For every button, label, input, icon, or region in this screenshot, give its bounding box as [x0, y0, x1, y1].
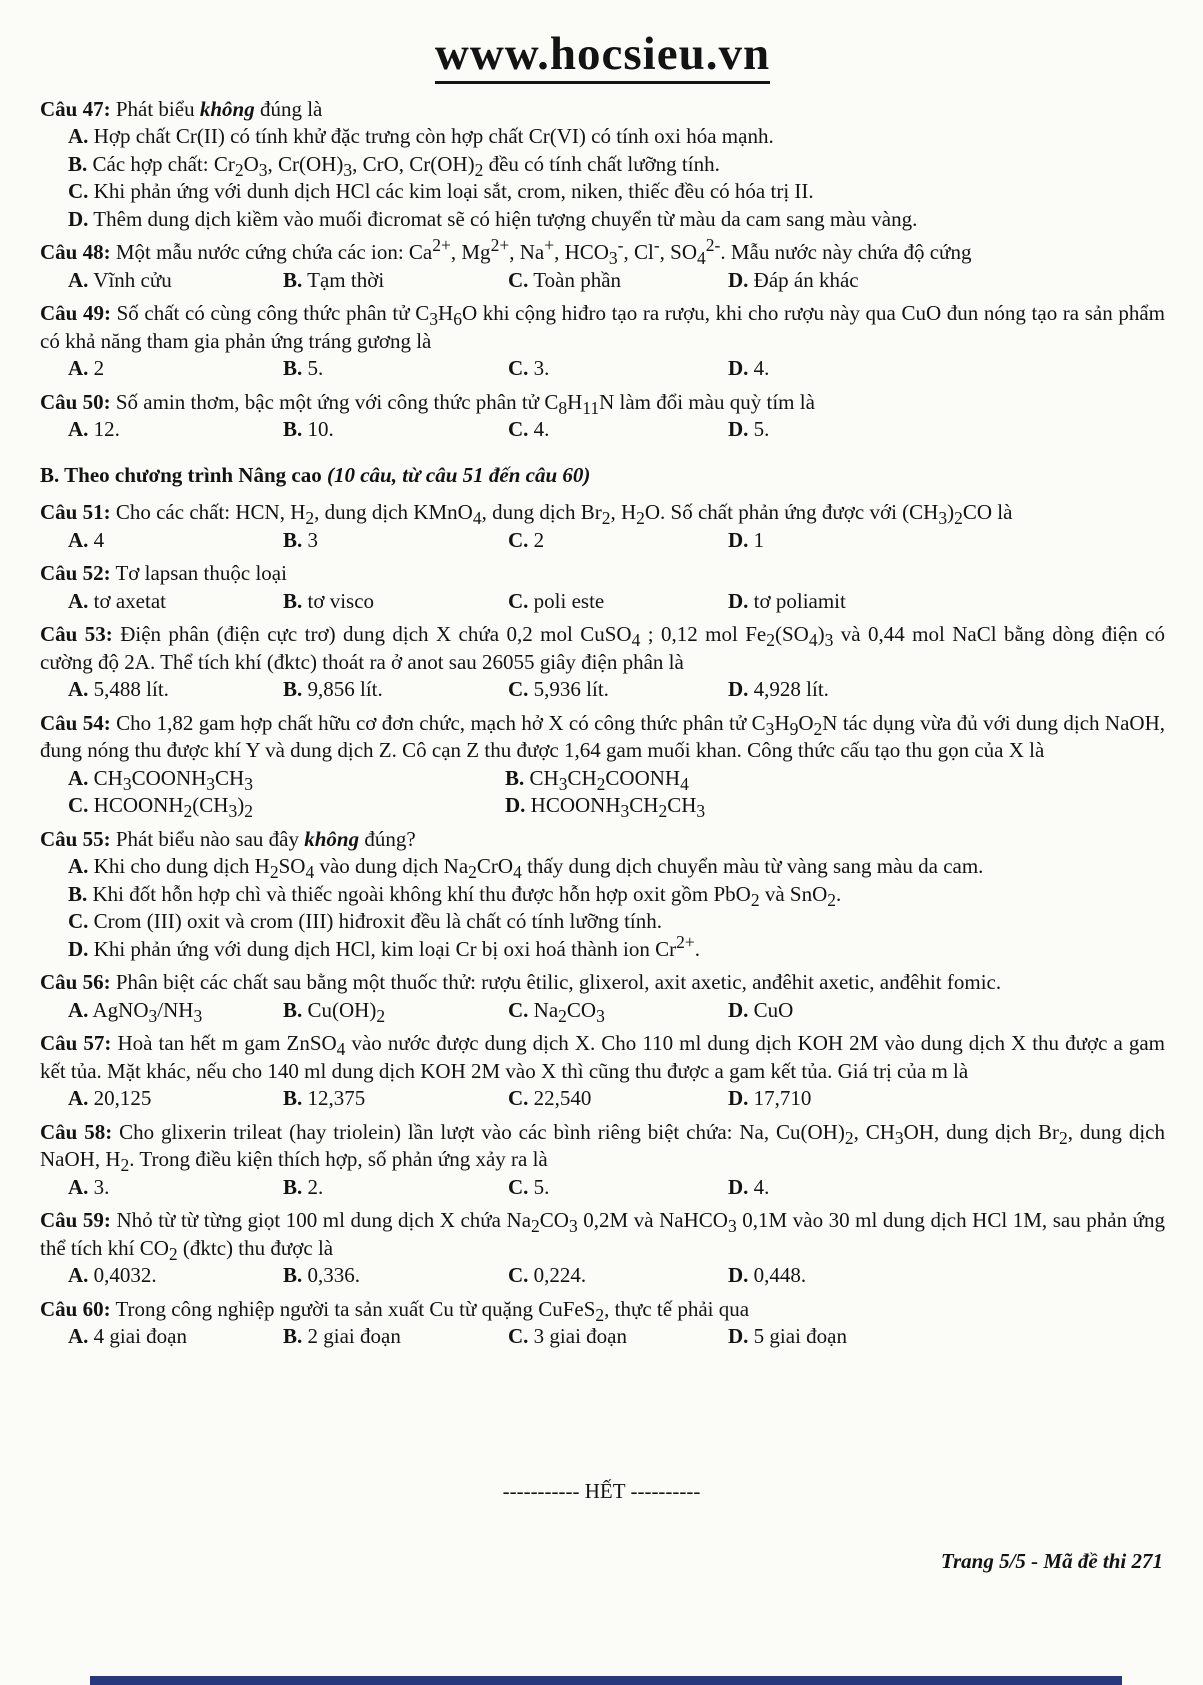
- question-text: [40, 389, 1165, 417]
- option-C: [68, 178, 1165, 206]
- option-A: [68, 527, 283, 555]
- scan-artifact-bar: [90, 1676, 1122, 1685]
- exam-body: [40, 96, 1165, 1351]
- option-D: [68, 206, 1165, 234]
- option-label: A.: [68, 588, 89, 613]
- option-label: D.: [728, 677, 749, 702]
- question-label: Câu 52:: [40, 561, 111, 586]
- question-label: Câu 55:: [40, 826, 111, 851]
- option-A: [68, 765, 505, 793]
- option-label: A.: [68, 854, 89, 879]
- option-text: 0,224.: [533, 1263, 587, 1288]
- option-B: [283, 527, 508, 555]
- option-A: [68, 1174, 283, 1202]
- option-text: $CH_3COONH_3CH_3$: [93, 765, 253, 794]
- option-label: D.: [728, 527, 749, 552]
- option-C: [508, 1323, 728, 1351]
- option-D: [505, 792, 1165, 820]
- question-label: Câu 56:: [40, 970, 111, 995]
- option-label: C.: [508, 267, 529, 292]
- options: [68, 416, 1165, 444]
- question-text: [40, 300, 1165, 355]
- question-text: [40, 235, 1165, 269]
- options: [68, 1174, 1165, 1202]
- option-text: 2 giai đoạn: [307, 1324, 401, 1349]
- option-label: A.: [68, 765, 89, 790]
- question-48: [40, 235, 1165, 294]
- option-text: 4: [93, 527, 105, 552]
- option-C: [508, 267, 728, 295]
- options: [68, 676, 1165, 704]
- option-A: [68, 853, 1165, 881]
- option-text: 10.: [307, 417, 334, 442]
- option-label: A.: [68, 356, 89, 381]
- question-body-text: Cho các chất: HCN, $H_2$, dung dịch KMnO$_4$, dung dịch $Br_2$, $H_2O$. Số chất phản ứng được với $(CH_3)_2CO$ là: [115, 500, 1013, 529]
- question-58: [40, 1119, 1165, 1202]
- option-B: [283, 267, 508, 295]
- end-of-exam-text: ----------- HẾT ----------: [502, 1479, 701, 1503]
- question-label: Câu 48:: [40, 240, 111, 265]
- option-text: 5.: [753, 417, 770, 442]
- option-label: A.: [68, 1174, 89, 1199]
- option-text: Các hợp chất: $Cr_2O_3$, $Cr(OH)_3$, CrO, $Cr(OH)_2$ đều có tính chất lưỡng tính.: [92, 151, 720, 180]
- option-A: [68, 676, 283, 704]
- question-text: [40, 1207, 1165, 1262]
- question-55: [40, 826, 1165, 964]
- option-C: [508, 1174, 728, 1202]
- option-label: B.: [283, 1086, 303, 1111]
- option-text: 2: [93, 356, 105, 381]
- option-text: Thêm dung dịch kiềm vào muối đicromat sẽ có hiện tượng chuyển từ màu da cam sang màu vàng.: [93, 206, 918, 231]
- section-header: B. Theo chương trình Nâng cao (10 câu, từ câu 51 đến câu 60): [40, 462, 591, 487]
- option-text: Khi phản ứng với dung dịch HCl, kim loại Cr bị oxi hoá thành ion $Cr^{2+}$.: [93, 931, 700, 961]
- question-53: [40, 621, 1165, 704]
- option-label: C.: [508, 1174, 529, 1199]
- option-A: [68, 1085, 283, 1113]
- option-C: [508, 1262, 728, 1290]
- options: [68, 355, 1165, 383]
- question-label: Câu 58:: [40, 1119, 113, 1144]
- option-text: $Cu(OH)_2$: [307, 997, 386, 1026]
- option-label: D.: [68, 936, 89, 961]
- question-label: Câu 49:: [40, 301, 111, 326]
- option-label: A.: [68, 1324, 89, 1349]
- option-text: 3.: [533, 356, 550, 381]
- option-C: [508, 1085, 728, 1113]
- question-text: [40, 621, 1165, 676]
- option-B: [283, 1323, 508, 1351]
- option-A: [68, 1323, 283, 1351]
- option-text: 5,488 lít.: [93, 677, 169, 702]
- option-label: A.: [68, 997, 89, 1022]
- question-text: [40, 969, 1165, 997]
- option-label: C.: [508, 588, 529, 613]
- option-B: [283, 588, 508, 616]
- question-label: Câu 50:: [40, 389, 111, 414]
- option-text: 5,936 lít.: [533, 677, 609, 702]
- option-text: Crom (III) oxit và crom (III) hiđroxit đều là chất có tính lưỡng tính.: [93, 909, 663, 934]
- option-label: B.: [283, 1174, 303, 1199]
- question-text: [40, 560, 1165, 588]
- question-body-text: Số amin thơm, bậc một ứng với công thức phân tử $C_8H_{11}N$ làm đổi màu quỳ tím là: [115, 389, 815, 418]
- option-A: [68, 416, 283, 444]
- option-text: 1: [753, 527, 765, 552]
- site-title: [40, 24, 1165, 86]
- option-text: 17,710: [753, 1086, 812, 1111]
- option-text: $AgNO_3/NH_3$: [92, 997, 203, 1026]
- option-label: D.: [505, 793, 526, 818]
- question-text: [40, 1119, 1165, 1174]
- question-54: [40, 710, 1165, 820]
- option-text: Đáp án khác: [753, 267, 859, 292]
- question-text: [40, 1296, 1165, 1324]
- option-label: D.: [728, 1174, 749, 1199]
- option-text: 0,448.: [753, 1263, 807, 1288]
- option-label: C.: [508, 527, 529, 552]
- option-D: [728, 1085, 1165, 1113]
- option-label: B.: [283, 1324, 303, 1349]
- options: [68, 1323, 1165, 1351]
- option-D: [728, 267, 1165, 295]
- page-indicator: Trang 5/5 - Mã đề thi 271: [940, 1549, 1163, 1573]
- option-label: A.: [68, 677, 89, 702]
- option-label: C.: [68, 179, 89, 204]
- options: [68, 588, 1165, 616]
- question-body-text: Cho glixerin trileat (hay triolein) lần lượt vào các bình riêng biệt chứa: Na, $Cu(OH)_2$, $CH_3OH$, dung dịch $Br_2$, dung dịch NaOH, $H_2$. Trong điều kiện thích hợp, số phản ứng xảy ra là: [40, 1119, 1165, 1176]
- option-text: Khi cho dung dịch $H_2SO_4$ vào dung dịch $Na_2CrO_4$ thấy dung dịch chuyển màu từ vàng sang màu da cam.: [93, 854, 984, 883]
- question-body-text: Phát biểu không đúng là: [115, 96, 323, 121]
- option-B: [283, 997, 508, 1025]
- option-label: D.: [728, 1324, 749, 1349]
- option-text: 22,540: [533, 1086, 592, 1111]
- question-body-text: Hoà tan hết m gam ZnSO$_4$ vào nước được dung dịch X. Cho 110 ml dung dịch KOH 2M vào dung dịch X thu được a gam kết tủa. Mặt khác, nếu cho 140 ml dung dịch KOH 2M vào X thì cũng thu được a gam kết tủa. Giá trị của m là: [40, 1031, 1165, 1083]
- question-body-text: Phân biệt các chất sau bằng một thuốc thử: rượu êtilic, glixerol, axit axetic, anđêhit axetic, anđêhit fomic.: [115, 970, 1002, 995]
- option-A: [68, 997, 283, 1025]
- option-text: 5 giai đoạn: [753, 1324, 847, 1349]
- question-59: [40, 1207, 1165, 1290]
- option-text: 5.: [307, 356, 324, 381]
- option-label: C.: [508, 356, 529, 381]
- option-label: A.: [68, 1086, 89, 1111]
- option-label: A.: [68, 124, 89, 149]
- options: [68, 1262, 1165, 1290]
- option-A: [68, 267, 283, 295]
- option-text: 4.: [753, 356, 770, 381]
- option-text: 4 giai đoạn: [93, 1324, 187, 1349]
- option-D: [728, 527, 1165, 555]
- option-C: [508, 416, 728, 444]
- question-label: Câu 47:: [40, 96, 111, 121]
- option-A: [68, 588, 283, 616]
- option-label: D.: [68, 206, 89, 231]
- option-label: B.: [68, 151, 88, 176]
- option-D: [728, 355, 1165, 383]
- option-A: [68, 355, 283, 383]
- options: [68, 1085, 1165, 1113]
- option-label: B.: [283, 997, 303, 1022]
- option-D: [728, 416, 1165, 444]
- option-label: C.: [508, 1086, 529, 1111]
- question-label: Câu 60:: [40, 1296, 111, 1321]
- option-C: [508, 355, 728, 383]
- option-label: D.: [728, 1263, 749, 1288]
- option-text: 9,856 lít.: [307, 677, 383, 702]
- option-B: [283, 416, 508, 444]
- question-body-text: Tơ lapsan thuộc loại: [115, 561, 287, 586]
- option-A: [68, 123, 1165, 151]
- options: [68, 765, 1165, 820]
- option-label: D.: [728, 267, 749, 292]
- option-D: [728, 1323, 1165, 1351]
- option-text: 2: [533, 527, 545, 552]
- option-text: Toàn phần: [533, 267, 622, 292]
- option-D: [68, 931, 1165, 964]
- option-label: A.: [68, 267, 89, 292]
- option-text: Khi đốt hỗn hợp chì và thiếc ngoài không khí thu được hỗn hợp oxit gồm PbO$_2$ và SnO$_2$.: [92, 881, 842, 910]
- option-label: B.: [283, 417, 303, 442]
- question-label: Câu 57:: [40, 1031, 112, 1056]
- option-text: tơ axetat: [93, 588, 166, 613]
- option-text: 3: [307, 527, 319, 552]
- question-47: [40, 96, 1165, 234]
- option-label: B.: [283, 356, 303, 381]
- option-text: 12.: [93, 417, 120, 442]
- option-text: $HCOONH_2(CH_3)_2$: [93, 793, 253, 822]
- option-B: [505, 765, 1165, 793]
- question-body-text: Một mẫu nước cứng chứa các ion: $Ca^{2+}$, $Mg^{2+}$, Na+, $HCO_3^-$, Cl-, $SO_4^{2-}$. Mẫu nước này chứa độ cứng: [115, 235, 972, 269]
- option-text: 20,125: [93, 1086, 152, 1111]
- option-label: B.: [283, 677, 303, 702]
- question-label: Câu 54:: [40, 710, 111, 735]
- option-label: B.: [68, 881, 88, 906]
- option-label: D.: [728, 417, 749, 442]
- option-D: [728, 676, 1165, 704]
- option-text: 3 giai đoạn: [533, 1324, 627, 1349]
- option-A: [68, 1262, 283, 1290]
- option-text: $HCOONH_3CH_2CH_3$: [530, 793, 706, 822]
- question-body-text: Nhỏ từ từ từng giọt 100 ml dung dịch X chứa $Na_2CO_3$ 0,2M và NaHCO$_3$ 0,1M vào 30 ml dung dịch HCl 1M, sau phản ứng thể tích khí $CO_2$ (đktc) thu được là: [40, 1208, 1166, 1264]
- option-text: $Na_2CO_3$: [533, 997, 605, 1026]
- option-label: B.: [505, 765, 525, 790]
- option-text: poli este: [533, 588, 605, 613]
- option-D: [728, 1262, 1165, 1290]
- question-label: Câu 59:: [40, 1208, 111, 1233]
- question-body-text: Số chất có cùng công thức phân tử $C_3H_6O$ khi cộng hiđro tạo ra rượu, khi cho rượu này qua CuO đun nóng tạo ra sản phẩm có khả năng tham gia phản ứng tráng gương là: [40, 301, 1166, 353]
- question-label: Câu 51:: [40, 500, 111, 525]
- option-label: B.: [283, 588, 303, 613]
- option-text: Tạm thời: [307, 267, 385, 292]
- option-C: [508, 676, 728, 704]
- question-56: [40, 969, 1165, 1024]
- option-label: D.: [728, 588, 749, 613]
- option-text: tơ poliamit: [753, 588, 846, 613]
- option-text: Vĩnh cửu: [93, 267, 172, 292]
- option-text: 0,336.: [307, 1263, 361, 1288]
- option-label: C.: [508, 1324, 529, 1349]
- options: [40, 123, 1165, 233]
- option-B: [68, 151, 1165, 179]
- question-text: [40, 826, 1165, 854]
- option-label: C.: [68, 793, 89, 818]
- option-label: B.: [283, 267, 303, 292]
- option-label: A.: [68, 1263, 89, 1288]
- question-text: [40, 1030, 1165, 1085]
- option-label: C.: [68, 909, 89, 934]
- options: [68, 267, 1165, 295]
- option-label: A.: [68, 417, 89, 442]
- option-C: [508, 527, 728, 555]
- option-label: B.: [283, 1263, 303, 1288]
- question-body-text: Trong công nghiệp người ta sản xuất Cu từ quặng CuFeS$_2$, thực tế phải qua: [115, 1296, 750, 1325]
- option-B: [283, 1262, 508, 1290]
- question-body-text: Phát biểu nào sau đây không đúng?: [115, 826, 416, 851]
- option-label: A.: [68, 527, 89, 552]
- question-body-text: Điện phân (điện cực trơ) dung dịch X chứa 0,2 mol CuSO$_4$ ; 0,12 mol $Fe_2(SO_4)_3$ và 0,44 mol NaCl bằng dòng điện có cường độ 2A. Thể tích khí (đktc) thoát ra ở anot sau 26055 giây điện phân là: [40, 622, 1166, 674]
- question-body-text: Cho 1,82 gam hợp chất hữu cơ đơn chức, mạch hở X có công thức phân tử $C_3H_9O_2N$ tác dụng vừa đủ với dung dịch NaOH, đung nóng thu được khí Y và dung dịch Z. Cô cạn Z thu được 1,64 gam muối khan. Công thức cấu tạo thu gọn của X là: [40, 710, 1165, 763]
- option-label: C.: [508, 1263, 529, 1288]
- option-B: [68, 881, 1165, 909]
- site-title-text: www.hocsieu.vn: [435, 28, 770, 84]
- option-C: [68, 792, 505, 820]
- question-text: [40, 499, 1165, 527]
- option-C: [508, 997, 728, 1025]
- option-text: 5.: [533, 1174, 550, 1199]
- question-52: [40, 560, 1165, 615]
- option-label: D.: [728, 997, 749, 1022]
- option-text: 3.: [93, 1174, 110, 1199]
- option-text: tơ visco: [307, 588, 375, 613]
- options: [68, 527, 1165, 555]
- option-label: C.: [508, 997, 529, 1022]
- option-B: [283, 355, 508, 383]
- option-text: $CH_3CH_2COONH_4$: [529, 765, 689, 794]
- question-60: [40, 1296, 1165, 1351]
- question-49: [40, 300, 1165, 383]
- option-text: CuO: [753, 997, 794, 1022]
- option-text: 2.: [307, 1174, 324, 1199]
- option-label: D.: [728, 1086, 749, 1111]
- question-text: [40, 96, 1165, 124]
- question-label: Câu 53:: [40, 622, 113, 647]
- option-text: 0,4032.: [93, 1263, 157, 1288]
- option-text: Hợp chất Cr(II) có tính khử đặc trưng còn hợp chất Cr(VI) có tính oxi hóa mạnh.: [93, 124, 774, 149]
- option-text: 12,375: [307, 1086, 366, 1111]
- option-label: C.: [508, 417, 529, 442]
- option-D: [728, 1174, 1165, 1202]
- option-B: [283, 1174, 508, 1202]
- option-text: Khi phản ứng với dunh dịch HCl các kim loại sắt, crom, niken, thiếc đều có hóa trị II.: [93, 179, 814, 204]
- question-50: [40, 389, 1165, 444]
- option-text: 4.: [533, 417, 550, 442]
- options: [68, 997, 1165, 1025]
- option-D: [728, 997, 1165, 1025]
- option-label: D.: [728, 356, 749, 381]
- option-D: [728, 588, 1165, 616]
- option-label: C.: [508, 677, 529, 702]
- option-text: 4,928 lít.: [753, 677, 829, 702]
- option-label: B.: [283, 527, 303, 552]
- option-C: [508, 588, 728, 616]
- option-B: [283, 1085, 508, 1113]
- question-57: [40, 1030, 1165, 1113]
- question-text: [40, 710, 1165, 765]
- question-51: [40, 499, 1165, 554]
- option-text: 4.: [753, 1174, 770, 1199]
- option-C: [68, 908, 1165, 936]
- options: [40, 853, 1165, 963]
- option-B: [283, 676, 508, 704]
